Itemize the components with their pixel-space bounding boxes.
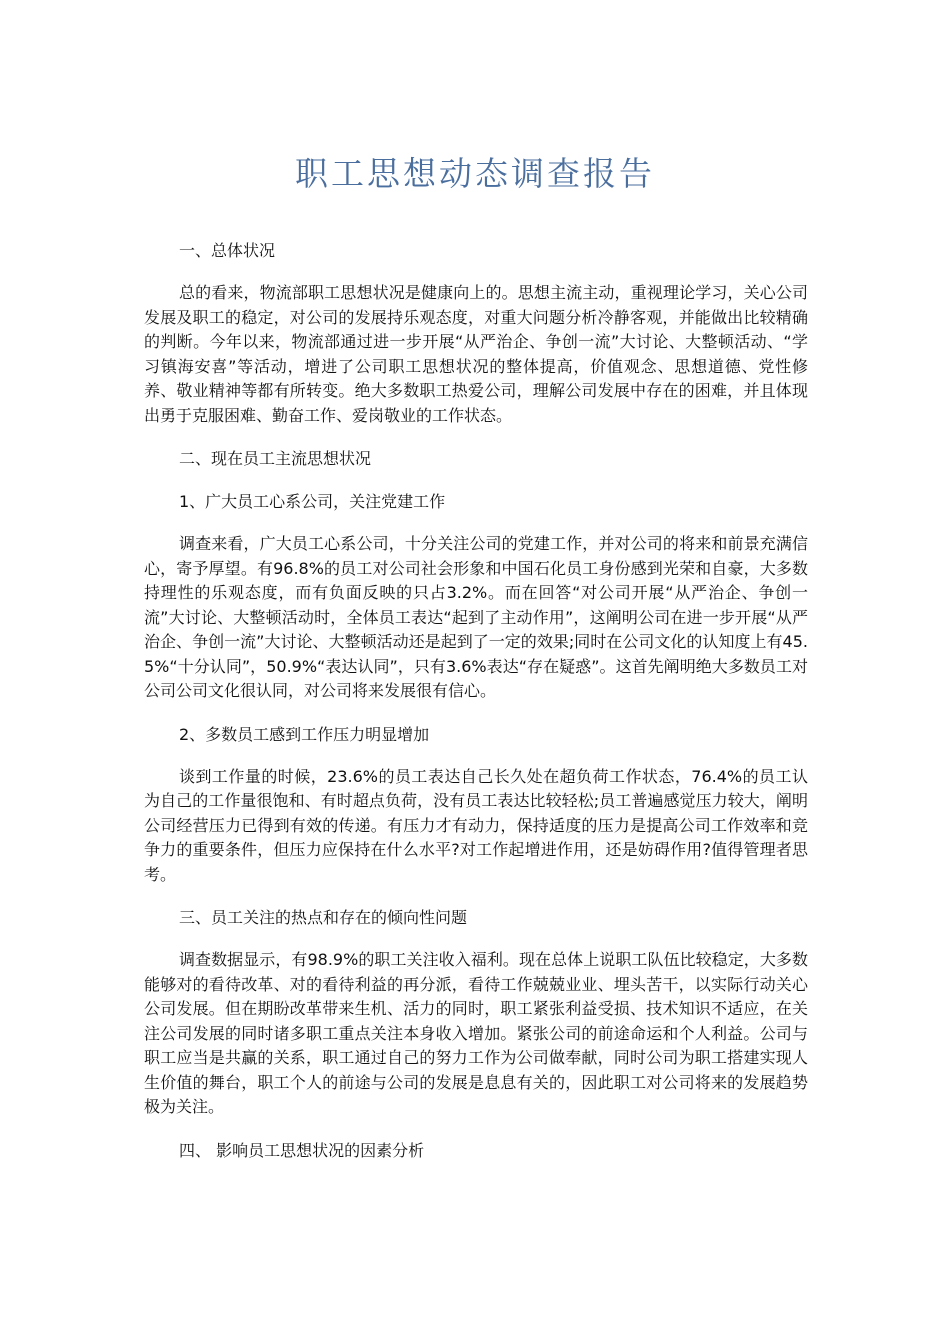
paragraph-hot-topics: 调查数据显示，有98.9%的职工关注收入福利。现在总体上说职工队伍比较稳定，大多数能够对的看待改革、对的看待利益的再分派，看待工作兢兢业业、埋头苦干，以实际行动关心公司发展。但在期盼改革带来生机、活力的同时，职工紧张利益受损、技术知识不适应，在关注公司发展的同时诸多职工重点关注本身收入增加。紧张公司的前途命运和个人利益。公司与职工应当是共赢的关系，职工通过自己的努力工作为公司做奉献，同时公司为职工搭建实现人生价值的舞台，职工个人的前途与公司的发展是息息有关的，因此职工对公司将来的发展趋势极为关注。 (144, 950, 808, 1116)
subheading-party-building: 1、广大员工心系公司，关注党建工作 (179, 492, 446, 511)
document-body (144, 238, 808, 1181)
paragraph-party-building: 调查来看，广大员工心系公司，十分关注公司的党建工作，并对公司的将来和前景充满信心，寄予厚望。有96.8%的员工对公司社会形象和中国石化员工身份感到光荣和自豪，大多数持理性的乐观态度，而有负面反映的只占3.2%。而在回答“对公司开展“从严治企、争创一流”大讨论、大整顿活动时，全体员工表达“起到了主动作用”，这阐明公司在进一步开展“从严治企、争创一流”大讨论、大整顿活动还是起到了一定的效果;同时在公司文化的认知度上有45.5%“十分认同”，50.9%“表达认同”，只有3.6%表达“存在疑惑”。这首先阐明绝大多数员工对公司公司文化很认同，对公司将来发展很有信心。 (144, 534, 808, 700)
section-heading-overall: 一、总体状况 (179, 241, 276, 260)
section-heading-mainstream: 二、现在员工主流思想状况 (179, 449, 372, 468)
document-title: 职工思想动态调查报告 (295, 154, 655, 193)
paragraph-work-pressure: 谈到工作量的时候，23.6%的员工表达自己长久处在超负荷工作状态，76.4%的员工认为自己的工作量很饱和、有时超点负荷，没有员工表达比较轻松;员工普遍感觉压力较大，阐明公司经营压力已得到有效的传递。有压力才有动力，保持适度的压力是提高公司工作效率和竞争力的重要条件，但压力应保持在什么水平?对工作起增进作用，还是妨碍作用?值得管理者思考。 (144, 766, 808, 884)
subheading-work-pressure: 2、多数员工感到工作压力明显增加 (179, 724, 430, 744)
section-heading-factors: 四、 影响员工思想状况的因素分析 (179, 1140, 425, 1160)
paragraph-overall: 总的看来，物流部职工思想状况是健康向上的。思想主流主动，重视理论学习，关心公司发展及职工的稳定，对公司的发展持乐观态度，对重大问题分析冷静客观，并能做出比较精确的判断。今年以来，物流部通过进一步开展“从严治企、争创一流”大讨论、大整顿活动、“学习镇海安喜”等活动，增进了公司职工思想状况的整体提高，价值观念、思想道德、党性修养、敬业精神等都有所转变。绝大多数职工热爱公司，理解公司发展中存在的困难，并且体现出勇于克服困难、勤奋工作、爱岗敬业的工作状态。 (144, 283, 808, 425)
section-heading-hot-topics: 三、员工关注的热点和存在的倾向性问题 (179, 908, 468, 927)
